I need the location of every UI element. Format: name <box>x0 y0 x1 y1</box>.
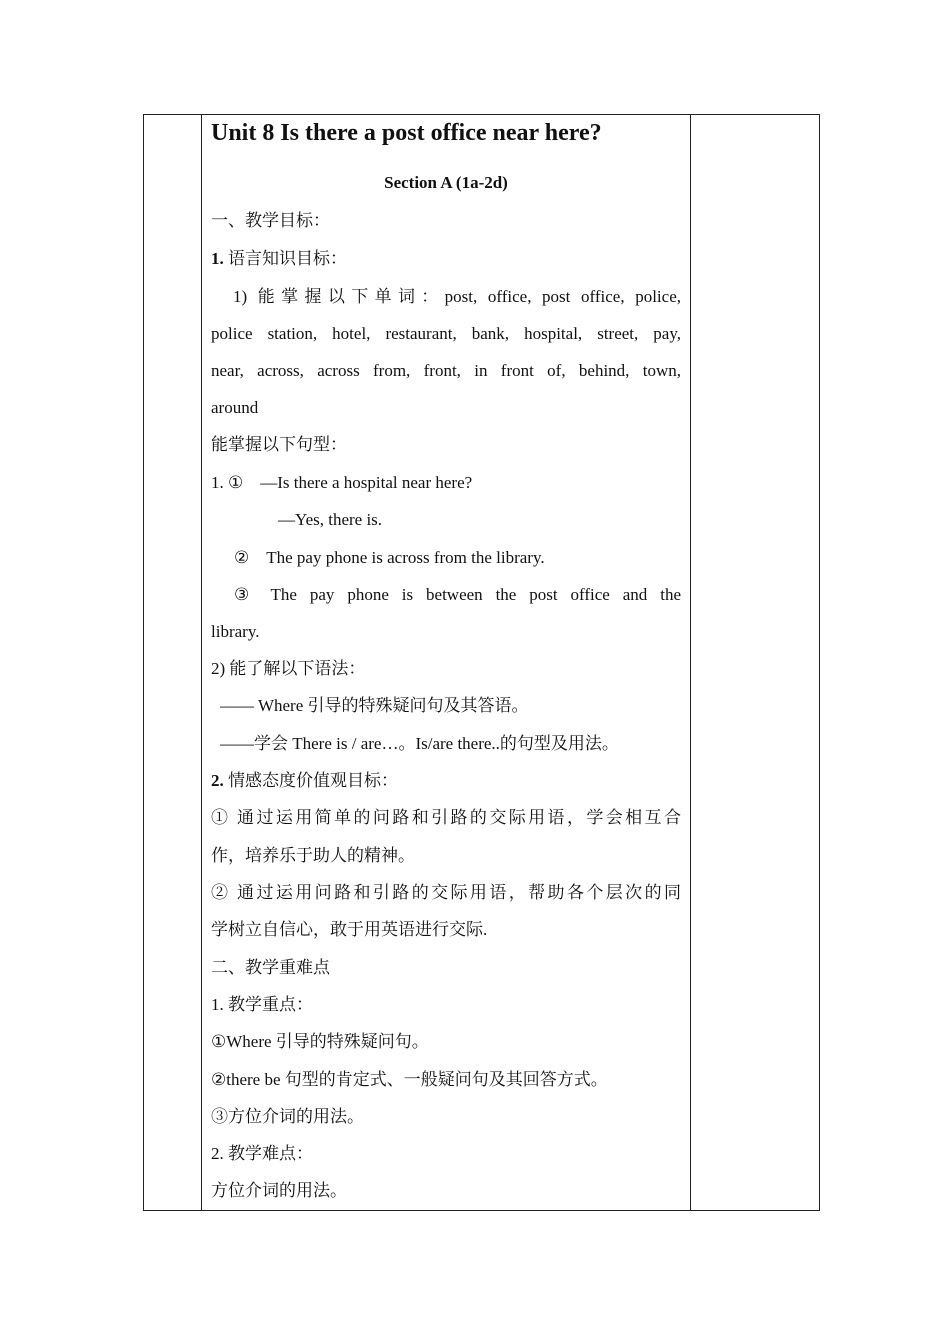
heading-key-difficult-points: 二、教学重难点 <box>211 958 330 977</box>
heading-number: 2. <box>211 771 224 790</box>
vocabulary-line-1: 1) 能掌握以下单词：post, office, post office, police, <box>233 287 681 306</box>
key-point-1: ①Where 引导的特殊疑问句。 <box>211 1032 429 1051</box>
grammar-item-1: —— Where 引导的特殊疑问句及其答语。 <box>220 696 529 715</box>
pattern-1-question: 1. ① —Is there a hospital near here? <box>211 473 473 492</box>
heading-text: 情感态度价值观目标： <box>228 771 398 790</box>
page-title: Unit 8 Is there a post office near here? <box>211 120 602 146</box>
emotional-item-2-line-1: ② 通过运用问路和引路的交际用语，帮助各个层次的同 <box>211 883 681 902</box>
emotional-item-2-line-2: 学树立自信心，敢于用英语进行交际. <box>211 920 488 939</box>
content-column <box>202 115 691 1210</box>
emotional-item-1-line-1: ① 通过运用简单的问路和引路的交际用语，学会相互合 <box>211 808 681 827</box>
section-subtitle: Section A (1a-2d) <box>384 173 508 192</box>
right-notes-column <box>691 115 819 1210</box>
pattern-2: ② The pay phone is across from the library. <box>234 548 545 567</box>
sentence-patterns-heading: 能掌握以下句型： <box>211 435 347 454</box>
pattern-3-line-1: ③ The pay phone is between the post office and the <box>234 585 681 604</box>
heading-text: 语言知识目标： <box>228 249 347 268</box>
emotional-item-1-line-2: 作，培养乐于助人的精神。 <box>211 846 415 865</box>
vocabulary-line-4: around <box>211 398 259 417</box>
vocabulary-line-2: police station, hotel, restaurant, bank, hospital, street, pay, <box>211 324 681 343</box>
key-point-2: ②there be 句型的肯定式、一般疑问句及其回答方式。 <box>211 1070 608 1089</box>
left-margin-column <box>144 115 202 1210</box>
grammar-item-2: ——学会 There is / are…。Is/are there..的句型及用法。 <box>220 734 619 753</box>
key-points-heading: 1. 教学重点： <box>211 995 313 1014</box>
difficult-points-heading: 2. 教学难点： <box>211 1144 313 1163</box>
pattern-1-answer: —Yes, there is. <box>278 510 383 529</box>
key-point-3: ③方位介词的用法。 <box>211 1107 364 1126</box>
difficult-point-1: 方位介词的用法。 <box>211 1181 347 1200</box>
heading-language-objectives <box>211 248 347 270</box>
heading-number: 1. <box>211 249 224 268</box>
grammar-heading: 2) 能了解以下语法： <box>211 659 366 678</box>
heading-emotional-objectives <box>211 770 398 792</box>
lesson-plan-table <box>143 114 820 1211</box>
heading-teaching-objectives: 一、教学目标： <box>211 211 330 230</box>
vocabulary-line-3: near, across, across from, front, in front of, behind, town, <box>211 361 681 380</box>
pattern-3-line-2: library. <box>211 622 260 641</box>
